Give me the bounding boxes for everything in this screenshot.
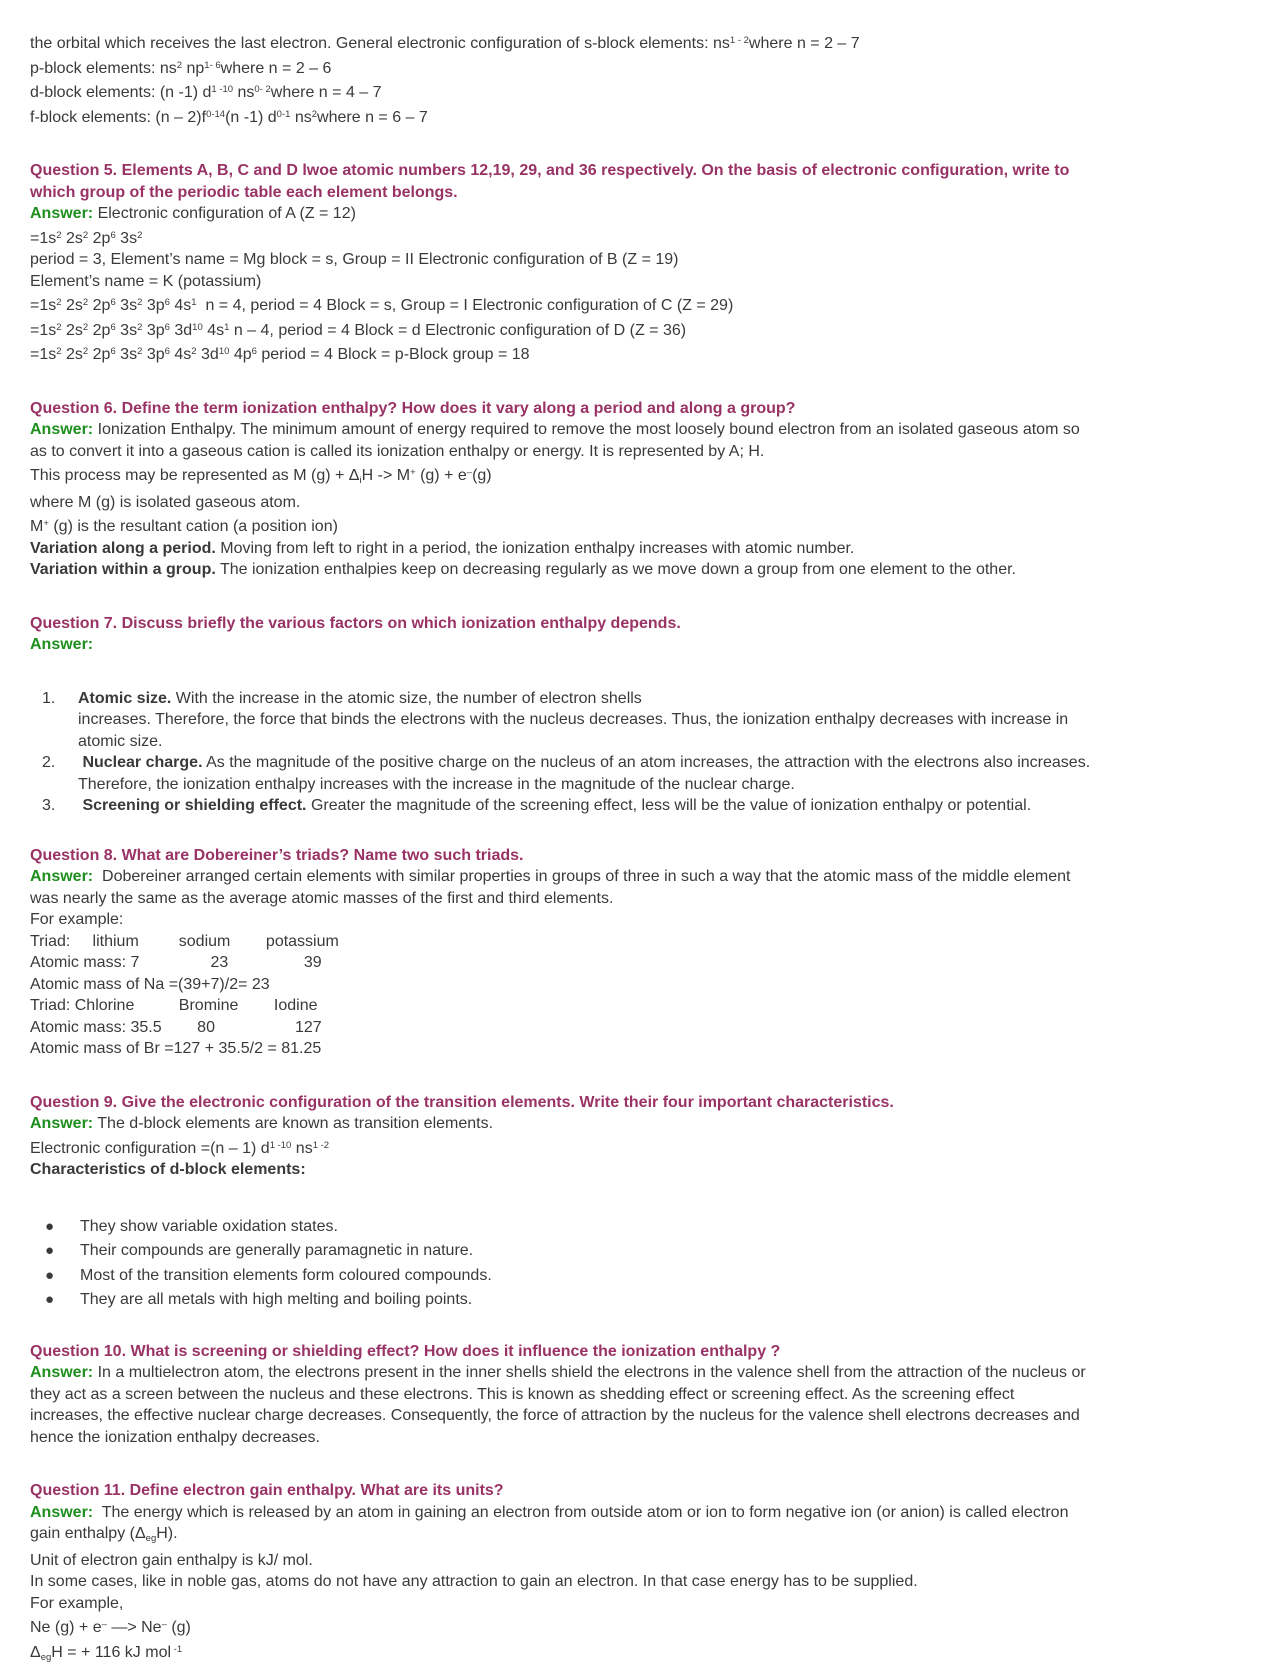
factors-list (30, 688, 1275, 817)
superscript: 2 (137, 297, 142, 308)
answer-line: In some cases, like in noble gas, atoms do not have any attraction to gain an electron. In that case energy has to be supplied. (30, 1571, 1275, 1593)
question-heading-line: Question 7. Discuss briefly the various factors on which ionization enthalpy depends. (30, 613, 1275, 635)
answer-7 (30, 634, 1275, 656)
question-heading-line: Question 9. Give the electronic configuration of the transition elements. Write their four important characteristics. (30, 1092, 1275, 1114)
body-line: d-block elements: (n -1) $d^{1 -10}$ $ns^{0- 2}where$ n = 4 – 7 (30, 79, 1275, 104)
superscript: 2 (191, 346, 196, 357)
superscript: 1 -2 (313, 1140, 329, 1151)
answer-label: Answer: (30, 205, 93, 222)
answer-line: Element’s name = K (potassium) (30, 271, 1275, 293)
bullet-icon: ● (45, 1264, 54, 1289)
answer-line: M+ (g) is the resultant cation (a position ion) (30, 513, 1275, 538)
superscript: 2 (312, 109, 317, 120)
question-6 (30, 398, 1275, 420)
superscript: 2 (83, 230, 88, 241)
answer-label: Answer: (30, 1115, 93, 1132)
superscript: 6 (252, 346, 257, 357)
superscript: 2 (83, 297, 88, 308)
answer-line: Unit of electron gain enthalpy is kJ/ mol. (30, 1550, 1275, 1572)
answer-line: they act as a screen between the nucleus and these electrons. This is known as shedding effect or screening effect. As the screening effect (30, 1384, 1275, 1406)
bullet-text: Their compounds are generally paramagnetic in nature. (80, 1242, 473, 1259)
superscript: 1 -10 (270, 1140, 292, 1151)
superscript: 6 (110, 322, 115, 333)
answer-10 (30, 1362, 1275, 1448)
answer-line: Answer: Electronic configuration of A (Z = 12) (30, 203, 1275, 225)
question-8 (30, 845, 1275, 867)
question-heading-line: which group of the periodic table each element belongs. (30, 182, 1275, 204)
answer-line: where M (g) is isolated gaseous atom. (30, 492, 1275, 514)
intro-config (30, 30, 1275, 128)
answer-label: Answer: (30, 868, 93, 885)
answer-line: $=1s^2$ $2s^2$ $2p^6$ $3s^2$ (30, 225, 1275, 250)
item-number: 1. (42, 688, 55, 710)
subscript: eg (146, 1533, 157, 1544)
answer-line: Triad: Chlorine Bromine Iodine (30, 995, 1275, 1017)
superscript: 6 (165, 346, 170, 357)
numbered-item (30, 795, 1275, 817)
answer-line (30, 634, 1275, 656)
superscript: 2 (137, 322, 142, 333)
answer-line: as to convert it into a gaseous cation is called its ionization enthalpy or energy. It is represented by A; H. (30, 441, 1275, 463)
superscript: + (43, 518, 49, 529)
item-line: Screening or shielding effect. Greater the magnitude of the screening effect, less will be the value of ionization enthalpy or potential. (78, 795, 1275, 817)
question-11 (30, 1480, 1275, 1502)
superscript: 6 (165, 297, 170, 308)
bullet-item (30, 1288, 1275, 1313)
numbered-item (30, 752, 1275, 795)
bullet-item (30, 1239, 1275, 1264)
superscript: -1 (171, 1644, 182, 1655)
bold-text: Characteristics of d-block elements: (30, 1161, 306, 1178)
superscript: 2 (56, 346, 61, 357)
body-line: p-block elements: $ns^2$ $np^{1- 6}where$ n = 2 – 6 (30, 55, 1275, 80)
answer-line: Answer: Dobereiner arranged certain elements with similar properties in groups of three in such a way that the atomic mass of the middle element (30, 866, 1275, 888)
answer-line: Answer: The energy which is released by an atom in gaining an electron from outside atom or ion to form negative ion (or anion) is called electron (30, 1502, 1275, 1524)
superscript: 6 (110, 346, 115, 357)
bullet-text: They show variable oxidation states. (80, 1218, 338, 1235)
superscript: – (162, 1619, 167, 1630)
answer-line: $=1s^2$ $2s^2$ $2p^6$ $3s^2$ $3p^6$ $3d^{10}$ $4s^1$ n – 4, period = 4 Block = d Electronic configuration of D (Z = 36) (30, 317, 1275, 342)
answer-5 (30, 203, 1275, 366)
answer-line: Atomic mass of Na =(39+7)/2= 23 (30, 974, 1275, 996)
answer-line: Answer: Ionization Enthalpy. The minimum amount of energy required to remove the most loosely bound electron from an isolated gaseous atom so (30, 419, 1275, 441)
superscript: 2 (137, 230, 142, 241)
superscript: + (410, 467, 416, 478)
answer-line: $\Delta_{eg}H$ = + 116 kJ mol $^{-1}$ (30, 1639, 1275, 1668)
answer-6 (30, 419, 1275, 581)
superscript: 0-1 (277, 109, 291, 120)
item-line: Therefore, the ionization enthalpy increases with the increase in the magnitude of the nuclear charge. (78, 774, 1275, 796)
answer-line: increases, the effective nuclear charge decreases. Consequently, the force of attraction by the nucleus for the valence shell electrons decreases and (30, 1405, 1275, 1427)
superscript: 2 (177, 60, 182, 71)
superscript: 2 (83, 322, 88, 333)
item-number: 2. (42, 752, 55, 774)
superscript: 1- 6 (204, 60, 220, 71)
bold-text: Nuclear charge. (82, 754, 202, 771)
superscript: 10 (192, 322, 203, 333)
subscript: eg (41, 1652, 52, 1663)
answer-line: Electronic configuration =(n – 1) $d^{1 -10}$ $ns^{1 -2}$ (30, 1135, 1275, 1160)
answer-9 (30, 1113, 1275, 1181)
bullet-item (30, 1215, 1275, 1240)
superscript: 2 (56, 322, 61, 333)
bold-text: Atomic size. (78, 690, 171, 707)
answer-line: For example, (30, 1593, 1275, 1615)
bullet-icon: ● (45, 1288, 54, 1313)
superscript: 2 (83, 346, 88, 357)
answer-line: This process may be represented as M $(g) + \Delta_iH -> M^+$ (g) + e–(g) (30, 462, 1275, 492)
bullet-icon: ● (45, 1215, 54, 1240)
superscript: 10 (219, 346, 230, 357)
answer-line: Atomic mass of Br =127 + 35.5/2 = 81.25 (30, 1038, 1275, 1060)
superscript: 6 (110, 230, 115, 241)
superscript: 2 (137, 346, 142, 357)
question-9 (30, 1092, 1275, 1114)
answer-line: gain enthalpy $(\Delta_{eg}H)$. (30, 1523, 1275, 1550)
answer-line: For example: (30, 909, 1275, 931)
answer-line: period = 3, Element’s name = Mg block = s, Group = II Electronic configuration of B (Z = 19) (30, 249, 1275, 271)
answer-line: Answer: In a multielectron atom, the electrons present in the inner shells shield the electrons in the valence shell from the attraction of the nucleus or (30, 1362, 1275, 1384)
bullet-icon: ● (45, 1239, 54, 1264)
answer-line (30, 1159, 1275, 1181)
answer-line: Atomic mass: 7 23 39 (30, 952, 1275, 974)
answer-line: Variation within a group. The ionization enthalpies keep on decreasing regularly as we move down a group from one element to the other. (30, 559, 1275, 581)
bold-text: Variation within a group. (30, 561, 216, 578)
answer-line: Atomic mass: 35.5 80 127 (30, 1017, 1275, 1039)
question-7 (30, 613, 1275, 635)
superscript: – (102, 1619, 107, 1630)
body-line: the orbital which receives the last electron. General electronic configuration of s-block elements: $ns^{1 - 2}where$ n = 2 – 7 (30, 30, 1275, 55)
superscript: 0- 2 (254, 84, 270, 95)
answer-label: Answer: (30, 421, 93, 438)
answer-line: $=1s^2$ $2s^2$ $2p^6$ $3s^2$ $3p^6$ $4s^1$ n = 4, period = 4 Block = s, Group = I Electronic configuration of C (Z = 29) (30, 292, 1275, 317)
question-10 (30, 1341, 1275, 1363)
superscript: 1 -10 (211, 84, 233, 95)
answer-line: Triad: lithium sodium potassium (30, 931, 1275, 953)
question-heading-line: Question 10. What is screening or shielding effect? How does it influence the ionization enthalpy ? (30, 1341, 1275, 1363)
superscript: – (467, 467, 472, 478)
answer-line: Answer: The d-block elements are known as transition elements. (30, 1113, 1275, 1135)
superscript: 2 (56, 297, 61, 308)
item-line: Atomic size. With the increase in the atomic size, the number of electron shells (78, 688, 1275, 710)
answer-line: $=1s^2$ $2s^2$ $2p^6$ $3s^2$ $3p^6$ $4s^2$ $3d^{10}$ $4p^6$ period = 4 Block = p-Block group = 18 (30, 341, 1275, 366)
superscript: 2 (56, 230, 61, 241)
bullet-text: They are all metals with high melting and boiling points. (80, 1291, 472, 1308)
answer-line: Variation along a period. Moving from left to right in a period, the ionization enthalpy increases with atomic number. (30, 538, 1275, 560)
question-heading-line: Question 5. Elements A, B, C and D lwoe atomic numbers 12,19, 29, and 36 respectively. On the basis of electronic configuration, write to (30, 160, 1275, 182)
numbered-item (30, 688, 1275, 753)
superscript: 1 (191, 297, 196, 308)
answer-label: Answer: (30, 1504, 93, 1521)
superscript: 1 - 2 (730, 35, 749, 46)
subscript: i (359, 475, 361, 486)
bullet-text: Most of the transition elements form coloured compounds. (80, 1267, 492, 1284)
question-5 (30, 160, 1275, 203)
answer-label: Answer: (30, 636, 93, 653)
question-heading-line: Question 6. Define the term ionization enthalpy? How does it vary along a period and along a group? (30, 398, 1275, 420)
characteristics-list (30, 1215, 1275, 1313)
superscript: 1 (224, 322, 229, 333)
superscript: 0-14 (206, 109, 225, 120)
item-line: Nuclear charge. As the magnitude of the positive charge on the nucleus of an atom increases, the attraction with the electrons also increases. (78, 752, 1275, 774)
item-line: atomic size. (78, 731, 1275, 753)
bold-text: Screening or shielding effect. (82, 797, 306, 814)
question-heading-line: Question 8. What are Dobereiner’s triads? Name two such triads. (30, 845, 1275, 867)
bold-text: Variation along a period. (30, 540, 216, 557)
superscript: 6 (165, 322, 170, 333)
answer-line: was nearly the same as the average atomic masses of the first and third elements. (30, 888, 1275, 910)
question-heading-line: Question 11. Define electron gain enthalpy. What are its units? (30, 1480, 1275, 1502)
answer-8 (30, 866, 1275, 1060)
answer-label: Answer: (30, 1364, 93, 1381)
item-line: increases. Therefore, the force that binds the electrons with the nucleus decreases. Thus, the ionization enthalpy decreases with increase in (78, 709, 1275, 731)
answer-line: Ne (g) + e– —> Ne– (g) (30, 1614, 1275, 1639)
body-line: f-block elements: $(n - 2)f^{0-14}(n$ -1) $d^{0-1}$ $ns^2where$ n = 6 – 7 (30, 104, 1275, 129)
answer-line: hence the ionization enthalpy decreases. (30, 1427, 1275, 1449)
superscript: 6 (110, 297, 115, 308)
answer-11 (30, 1502, 1275, 1668)
bullet-item (30, 1264, 1275, 1289)
item-number: 3. (42, 795, 55, 817)
